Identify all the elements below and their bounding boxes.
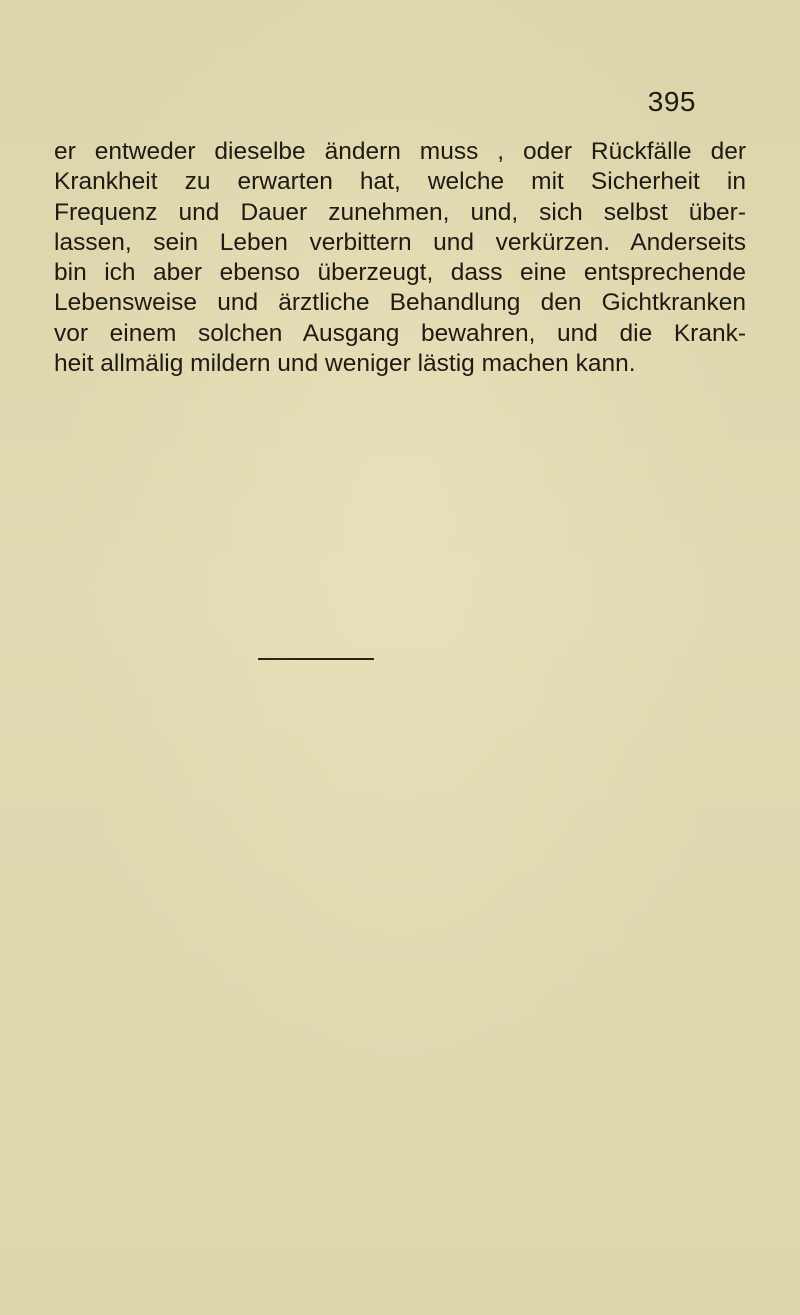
text-line-3: Frequenz und Dauer zunehmen, und, sich selbst über-: [54, 198, 746, 226]
section-end-rule: [258, 658, 374, 660]
text-line-5: bin ich aber ebenso überzeugt, dass eine entsprechende: [54, 259, 746, 287]
text-line-4: lassen, sein Leben verbittern und verkürzen. Anderseits: [54, 228, 746, 256]
text-line-8: heit allmälig mildern und weniger lästig machen kann.: [54, 350, 636, 378]
text-line-7: vor einem solchen Ausgang bewahren, und die Krank-: [54, 319, 746, 347]
text-line-2: Krankheit zu erwarten hat, welche mit Sicherheit in: [54, 168, 746, 196]
text-line-6: Lebensweise und ärztliche Behandlung den Gichtkranken: [54, 289, 746, 317]
text-line-1: er entweder dieselbe ändern muss , oder Rückfälle der: [54, 138, 746, 165]
page-number: 395: [647, 86, 696, 117]
paragraph: [54, 137, 746, 379]
